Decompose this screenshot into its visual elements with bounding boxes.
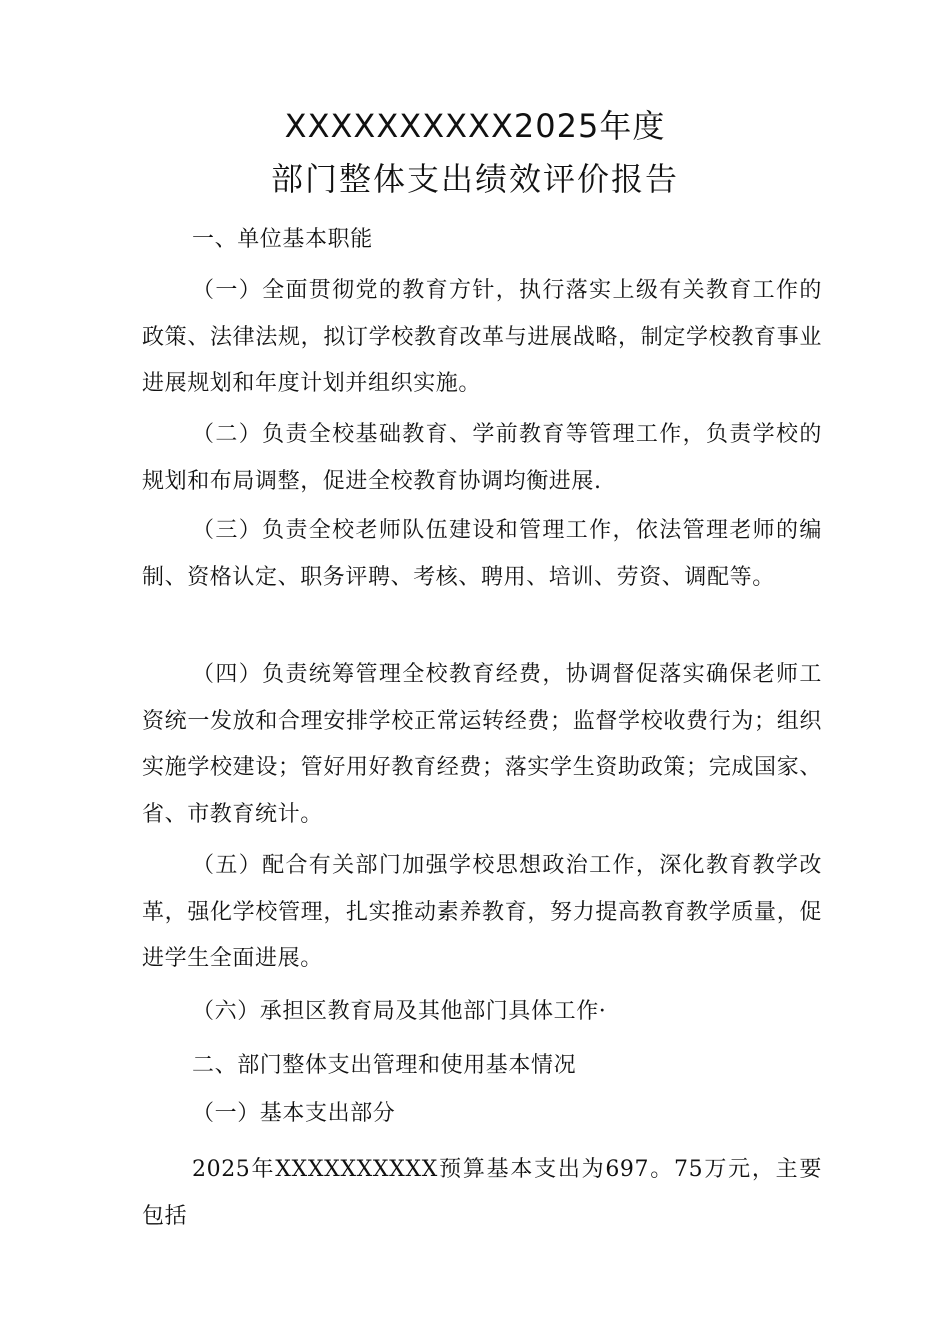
paragraph-7: 2025年XXXXXXXXXX预算基本支出为697。75万元，主要包括: [142, 1157, 822, 1229]
paragraph-6: （六）承担区教育局及其他部门具体工作·: [192, 999, 607, 1024]
document-title-line-2: 部门整体支出绩效评价报告: [270, 160, 679, 198]
paragraph-3: （三）负责全校老师队伍建设和管理工作，依法管理老师的编制、资格认定、职务评聘、考核、聘用、培训、劳资、调配等。: [142, 518, 822, 590]
paragraph-5: （五）配合有关部门加强学校思想政治工作，深化教育教学改革，强化学校管理，扎实推动素养教育，努力提高教育教学质量，促进学生全面进展。: [142, 853, 822, 971]
document-title-line-1: XXXXXXXXXX2025年度: [284, 107, 666, 145]
section-1-heading: 一、单位基本职能: [192, 227, 373, 252]
section-2-subheading-1: （一）基本支出部分: [192, 1101, 396, 1126]
paragraph-1: （一）全面贯彻党的教育方针，执行落实上级有关教育工作的政策、法律法规，拟订学校教育改革与进展战略，制定学校教育事业进展规划和年度计划并组织实施。: [142, 278, 822, 396]
paragraph-4: （四）负责统筹管理全校教育经费，协调督促落实确保老师工资统一发放和合理安排学校正常运转经费；监督学校收费行为；组织实施学校建设；管好用好教育经费；落实学生资助政策；完成国家、省、市教育统计。: [142, 662, 822, 827]
section-2-heading: 二、部门整体支出管理和使用基本情况: [192, 1053, 577, 1078]
paragraph-2: （二）负责全校基础教育、学前教育等管理工作，负责学校的规划和布局调整，促进全校教育协调均衡进展.: [142, 422, 822, 494]
